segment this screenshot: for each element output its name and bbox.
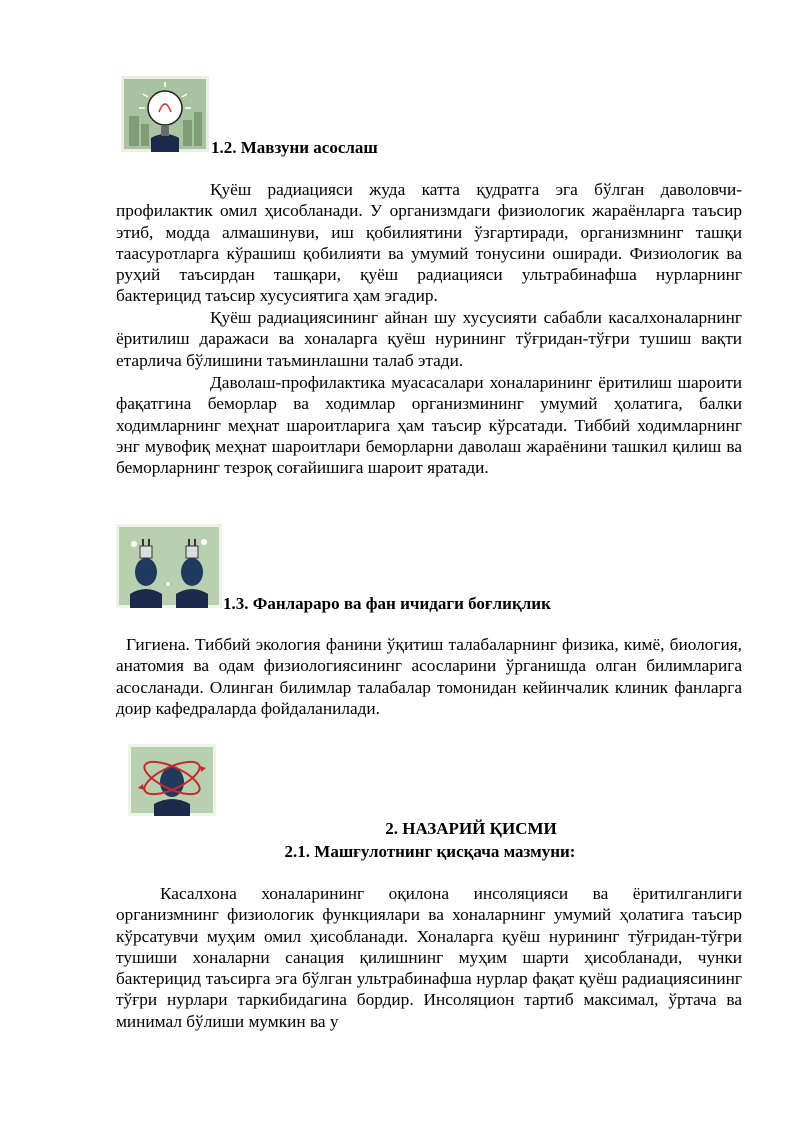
paragraph-4: Гигиена. Тиббий экология фанини ўқитиш талабаларнинг физика, кимё, биология, анатомия ва одам физиологиясининг асосларини ўрганишда олган билимларига асосланади. Олинган билимлар талабалар томонидан кейинчалик клиник фанларга доир кафедраларда фойдаланилади. (116, 635, 742, 718)
section-heading-1-2: 1.2. Мавзуни асослаш (211, 138, 378, 157)
paragraph-5: Касалхона хоналарининг оқилона инсоляцияси ва ёритилганлиги организмнинг физиологик функциялари ва хоналарнинг умумий ҳолатига таъсир кўрсатувчи муҳим омил ҳисобланади. Хоналарга қуёш нурининг тўғридан-тўғри тушиши хоналарни санация қилишнинг муҳим шарти ҳисобланади, чунки бактерицид таъсирга эга бўлган ультрабинафша нурлар фақат қуёш радиациясининг тўғри нурлари таркибидагина бордир. Инсоляцион тартиб максимал, ўртача ва минимал бўлиши мумкин ва у (116, 884, 742, 1031)
paragraph-3: Даволаш-профилактика муасасалари хоналарининг ёритилиш шароити фақатгина беморлар ва ходимлар организмининг умумий ҳолатига, балки ходимларнинг меҳнат шароитларига ҳам таъсир кўрсатади. Тиббий ходимларнинг энг мувофиқ меҳнат шароитлари беморларни даволаш жараёнини ташкил қилиш ва беморларнинг тезроқ соғайишига шароит яратади. (116, 373, 742, 478)
two-heads-plugs-icon (116, 524, 222, 608)
orbit-head-icon (128, 744, 216, 816)
section-2-title: 2. НАЗАРИЙ ҚИСМИ (385, 819, 557, 838)
paragraph-2: Қуёш радиациясининг айнан шу хусусияти сабабли касалхоналарнинг ёритилиш даражаси ва хоналарга қуёш нурининг тўғридан-тўғри тушиш вақти етарлича бўлишини таъминлашни талаб этади. (116, 308, 742, 370)
paragraph-1: Қуёш радиацияси жуда катта қудратга эга бўлган даволовчи-профилактик омил ҳисобланади. У организмдаги физиологик жараёнларга таъсир этиб, модда алмашинуви, иш қобилиятини ўзгартиради, организмнинг ташқи таасуротларга кўрашиш қобилияти ва умумий тонусини оширади. Физиологик ва руҳий таъсирдан ташқари, қуёш радиацияси ультрабинафша нурларнинг бактерицид таъсир хусусиятига ҳам эгадир. (116, 180, 742, 306)
lightbulb-head-icon (121, 76, 209, 152)
section-2-1-subtitle: 2.1. Машғулотнинг қисқача мазмуни: (284, 842, 576, 861)
section-heading-1-3: 1.3. Фанлараро ва фан ичидаги боғлиқлик (223, 594, 551, 613)
